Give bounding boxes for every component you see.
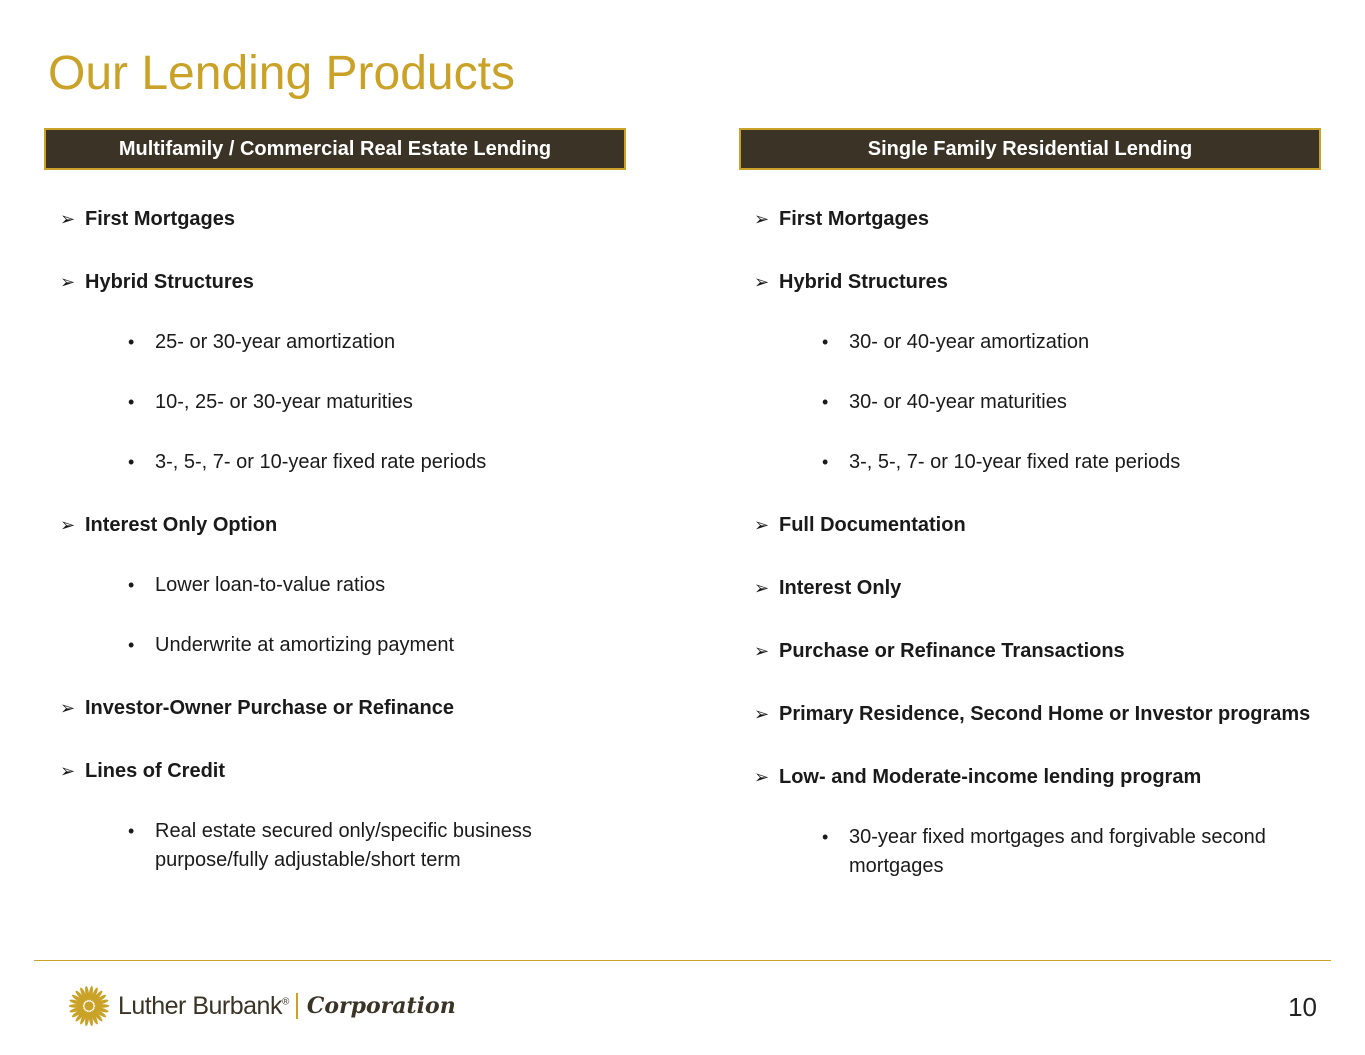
logo-name: Luther Burbank® <box>118 991 289 1020</box>
arrow-bullet-icon: ➢ <box>60 209 76 229</box>
arrow-bullet-icon: ➢ <box>754 578 770 598</box>
list-item-text: 3-, 5-, 7- or 10-year fixed rate periods <box>155 451 487 473</box>
list-item-text: 30- or 40-year maturities <box>849 391 1067 413</box>
list-item-text: Full Documentation <box>779 514 966 536</box>
dot-bullet-icon: • <box>128 452 135 472</box>
list-item <box>754 511 1334 540</box>
arrow-bullet-icon: ➢ <box>60 272 76 292</box>
arrow-bullet-icon: ➢ <box>60 761 76 781</box>
sub-list-item <box>754 823 1334 881</box>
dot-bullet-icon: • <box>822 827 829 847</box>
left-column-header: Multifamily / Commercial Real Estate Lending <box>44 128 626 170</box>
arrow-bullet-icon: ➢ <box>60 515 76 535</box>
arrow-bullet-icon: ➢ <box>754 209 770 229</box>
list-item <box>754 700 1334 729</box>
sub-list-item <box>60 571 640 600</box>
right-column-list <box>754 205 1334 881</box>
dot-bullet-icon: • <box>128 392 135 412</box>
arrow-bullet-icon: ➢ <box>754 704 770 724</box>
dot-bullet-icon: • <box>822 392 829 412</box>
dot-bullet-icon: • <box>128 332 135 352</box>
list-item-text: 10-, 25- or 30-year maturities <box>155 391 413 413</box>
list-item-text: Real estate secured only/specific business purpose/fully adjustable/short term <box>155 820 532 871</box>
right-column-header: Single Family Residential Lending <box>739 128 1321 170</box>
list-item <box>754 574 1334 603</box>
dot-bullet-icon: • <box>128 575 135 595</box>
arrow-bullet-icon: ➢ <box>754 515 770 535</box>
list-item-text: Primary Residence, Second Home or Investor programs <box>779 703 1311 725</box>
list-item-text: 3-, 5-, 7- or 10-year fixed rate periods <box>849 451 1181 473</box>
sub-list-item <box>60 817 640 875</box>
arrow-bullet-icon: ➢ <box>60 698 76 718</box>
left-column-list <box>60 205 640 875</box>
list-item <box>60 757 640 786</box>
logo-separator <box>296 993 298 1019</box>
dot-bullet-icon: • <box>128 821 135 841</box>
list-item-text: Low- and Moderate-income lending program <box>779 766 1202 788</box>
list-item-text: Interest Only <box>779 577 902 599</box>
dot-bullet-icon: • <box>128 635 135 655</box>
list-item-text: Interest Only Option <box>85 514 278 536</box>
sub-list-item <box>60 328 640 357</box>
list-item-text: Lines of Credit <box>85 760 226 782</box>
sunburst-logo-icon <box>66 983 112 1029</box>
dot-bullet-icon: • <box>822 452 829 472</box>
list-item <box>754 205 1334 234</box>
list-item <box>60 511 640 540</box>
company-logo <box>66 982 456 1030</box>
sub-list-item <box>60 448 640 477</box>
list-item-text: 30-year fixed mortgages and forgivable second mortgages <box>849 826 1266 877</box>
list-item-text: 30- or 40-year amortization <box>849 331 1090 353</box>
list-item-text: Underwrite at amortizing payment <box>155 634 455 656</box>
dot-bullet-icon: • <box>822 332 829 352</box>
sub-list-item <box>754 388 1334 417</box>
page-number: 10 <box>1288 992 1317 1022</box>
list-item <box>60 205 640 234</box>
list-item-text: First Mortgages <box>779 208 930 230</box>
arrow-bullet-icon: ➢ <box>754 272 770 292</box>
list-item-text: Hybrid Structures <box>85 271 254 293</box>
list-item-text: Investor-Owner Purchase or Refinance <box>85 697 455 719</box>
sub-list-item <box>60 388 640 417</box>
list-item <box>60 268 640 297</box>
logo-corporation: Corporation <box>306 993 456 1019</box>
list-item-text: 25- or 30-year amortization <box>155 331 396 353</box>
list-item <box>60 694 640 723</box>
sub-list-item <box>754 448 1334 477</box>
list-item <box>754 637 1334 666</box>
list-item <box>754 763 1334 792</box>
arrow-bullet-icon: ➢ <box>754 767 770 787</box>
list-item <box>754 268 1334 297</box>
sub-list-item <box>60 631 640 660</box>
page-title: Our Lending Products <box>48 47 515 100</box>
footer-divider <box>34 960 1331 961</box>
list-item-text: Lower loan-to-value ratios <box>155 574 386 596</box>
list-item-text: Hybrid Structures <box>779 271 948 293</box>
arrow-bullet-icon: ➢ <box>754 641 770 661</box>
list-item-text: First Mortgages <box>85 208 236 230</box>
sub-list-item <box>754 328 1334 357</box>
list-item-text: Purchase or Refinance Transactions <box>779 640 1125 662</box>
